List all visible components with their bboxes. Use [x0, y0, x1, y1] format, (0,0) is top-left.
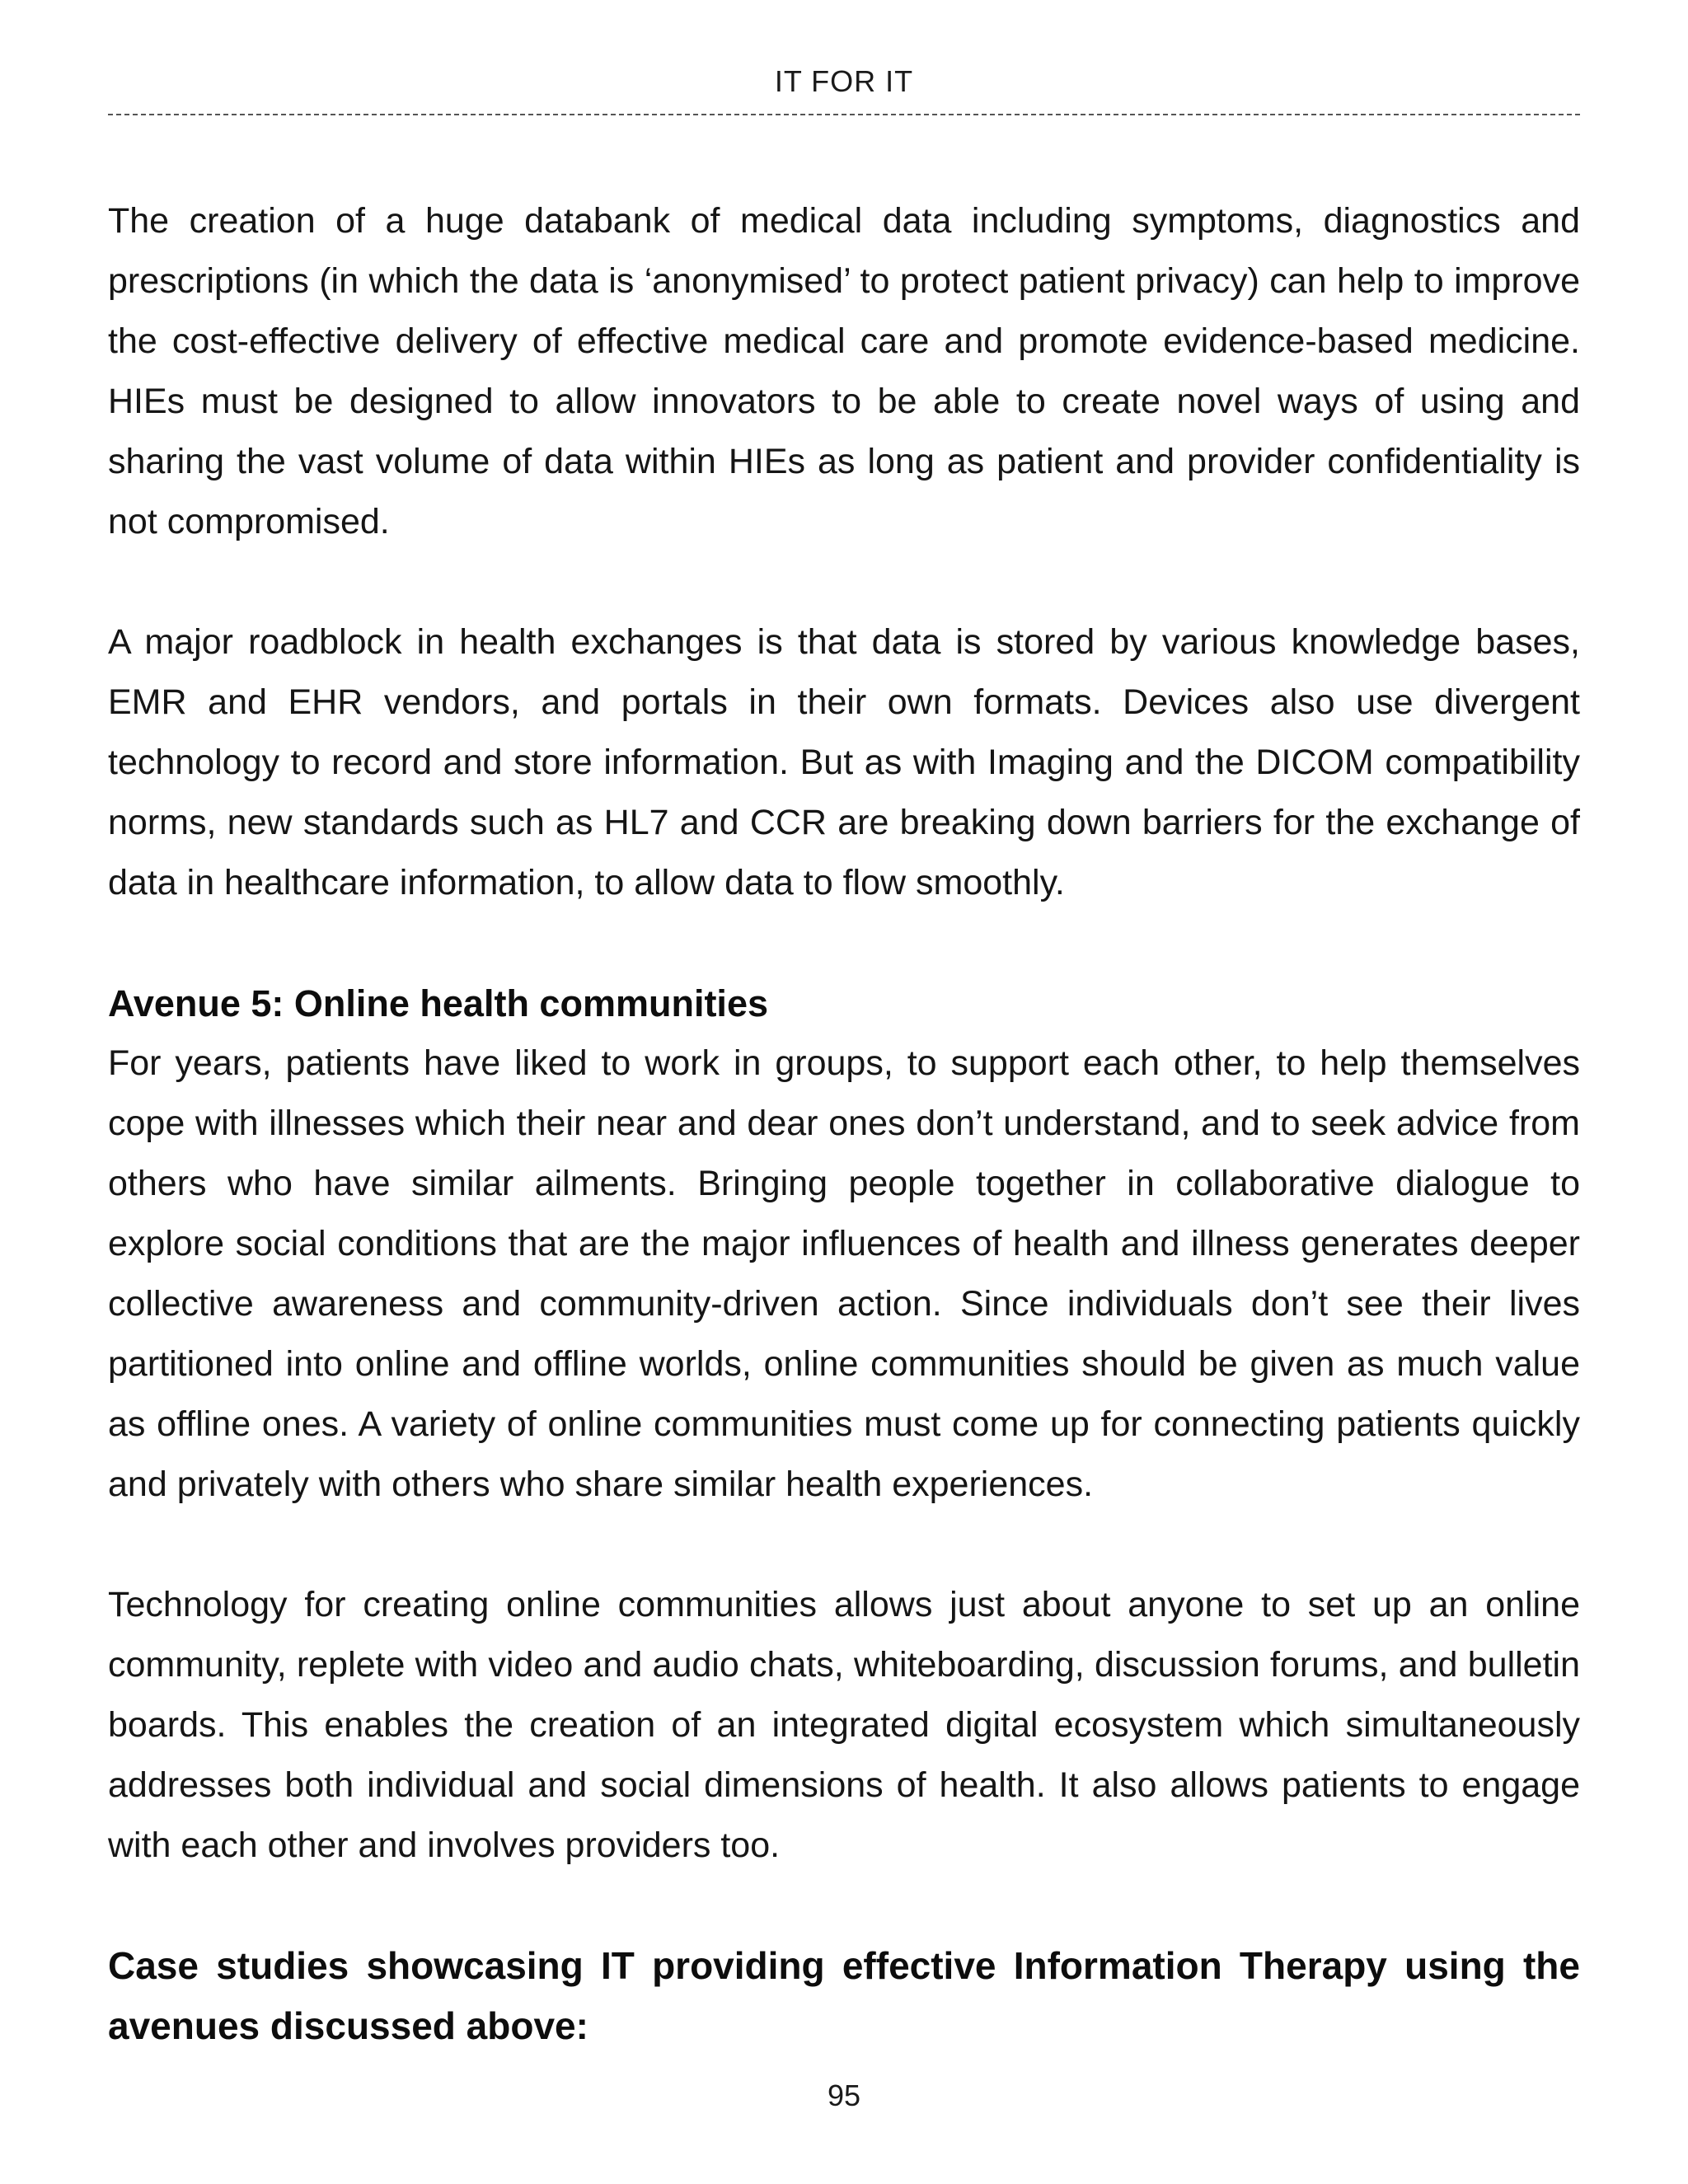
paragraph-health-exchange-roadblock: A major roadblock in health exchanges is that data is stored by various knowledge bases, EMR and EHR vendors, and portals in their own formats. Devices also use divergent technology to record and store information. But as with Imaging and the DICOM compatibility norms, new standards such as HL7 and CCR are breaking down barriers for the exchange of data in healthcare information, to allow data to flow smoothly. [108, 622, 1580, 902]
paragraph-community-technology: Technology for creating online communities allows just about anyone to set up an online community, replete with video and audio chats, whiteboarding, discussion forums, and bulletin boards. This enables the creation of an integrated digital ecosystem which simultaneously addresses both individual and social dimensions of health. It also allows patients to engage with each other and involves providers too. [108, 1585, 1580, 1865]
paragraph-hie-databank: The creation of a huge databank of medical data including symptoms, diagnostics and prescriptions (in which the data is ‘anonymised’ to protect patient privacy) can help to improve the cost-effective delivery of effective medical care and promote evidence-based medicine. HIEs must be designed to allow innovators to be able to create novel ways of using and sharing the vast volume of data within HIEs as long as patient and provider confidentiality is not compromised. [108, 201, 1580, 541]
page-number: 95 [827, 2079, 861, 2112]
paragraph-spacer [108, 1515, 1580, 1575]
header-dashed-rule [108, 114, 1580, 115]
section-heading-avenue-5: Avenue 5: Online health communities [108, 982, 768, 1024]
paragraph-spacer [108, 1876, 1580, 1936]
paragraph-spacer [108, 913, 1580, 973]
page-body [108, 191, 1580, 2056]
paragraph-online-communities: For years, patients have liked to work in groups, to support each other, to help themselves cope with illnesses which their near and dear ones don’t understand, and to seek advice from others who have similar ailments. Bringing people together in collaborative dialogue to explore social conditions that are the major influences of health and illness generates deeper collective awareness and community-driven action. Since individuals don’t see their lives partitioned into online and offline worlds, online communities should be given as much value as offline ones. A variety of online communities must come up for connecting patients quickly and privately with others who share similar health experiences. [108, 1043, 1580, 1504]
running-header-title: IT FOR IT [774, 64, 914, 98]
section-heading-case-studies: Case studies showcasing IT providing effective Information Therapy using the avenues discussed above: [108, 1944, 1580, 2047]
paragraph-spacer [108, 552, 1580, 612]
